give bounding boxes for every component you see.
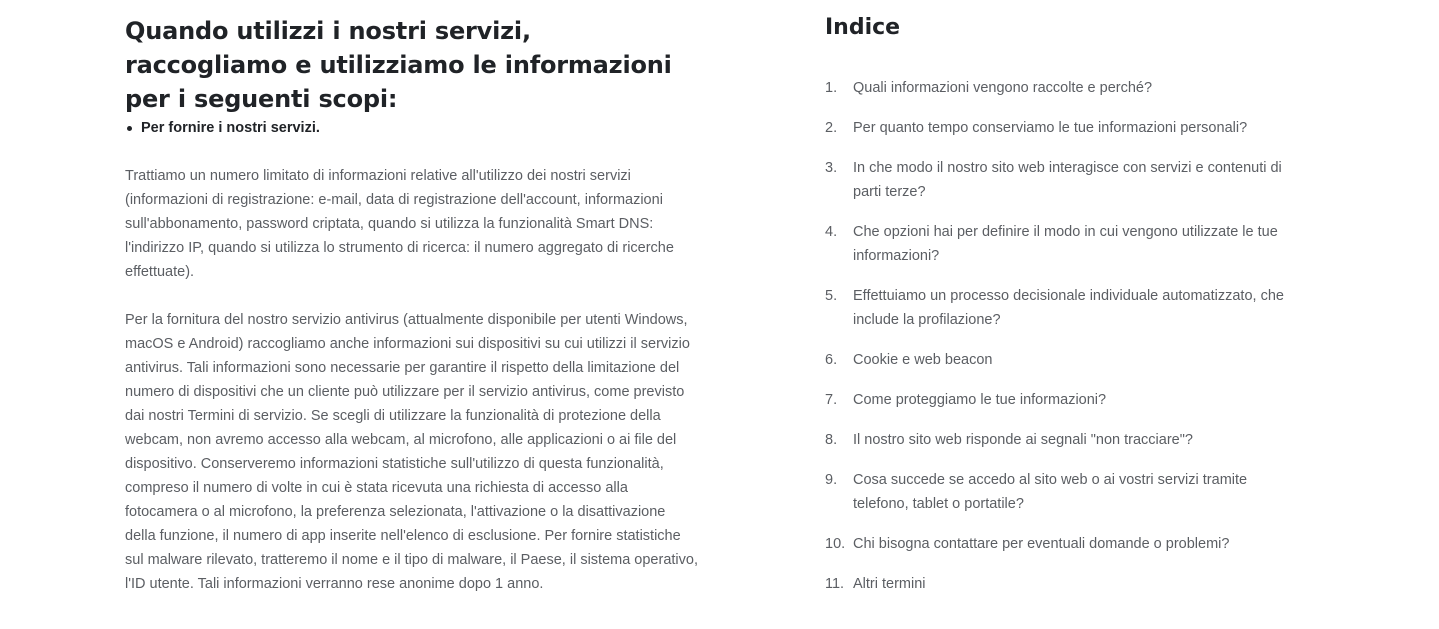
toc-item-number: 1. (825, 80, 838, 96)
purpose-item-provide-services: Per fornire i nostri servizi. (125, 117, 320, 139)
toc-item-number: 7. (825, 392, 838, 408)
toc-link-contact[interactable]: Chi bisogna contattare per eventuali domande o problemi? (853, 536, 1230, 552)
toc-link-do-not-track[interactable]: Il nostro sito web risponde ai segnali "non tracciare"? (853, 432, 1193, 448)
toc-item-number: 11. (825, 576, 845, 592)
toc-item-number: 10. (825, 536, 846, 552)
toc-item-number: 9. (825, 472, 838, 488)
toc-item-number: 2. (825, 120, 838, 136)
table-of-contents (825, 14, 1305, 592)
toc-link-other-terms[interactable]: Altri termini (853, 576, 926, 592)
toc-link-profiling[interactable]: Effettuiamo un processo decisionale individuale automatizzato, che include la profilazione? (853, 288, 1284, 328)
toc-link-third-parties[interactable]: In che modo il nostro sito web interagisce con servizi e contenuti di parti terze? (853, 160, 1282, 200)
toc-item (825, 468, 1305, 516)
section-heading: Quando utilizzi i nostri servizi, raccogliamo e utilizziamo le informazioni per i seguenti scopi: (125, 17, 672, 113)
toc-item (825, 572, 1305, 596)
toc-item (825, 428, 1305, 452)
paragraph-antivirus-info: Per la fornitura del nostro servizio antivirus (attualmente disponibile per utenti Windows, macOS e Android) raccogliamo anche informazioni sui dispositivi su cui utilizzi il servizio antivirus. Tali informazioni sono necessarie per garantire il rispetto della limitazione del numero di dispositivi che un cliente può utilizzare per il servizio antivirus, come previsto dai nostri Termini di servizio. Se scegli di utilizzare la funzionalità di protezione della webcam, non avremo accesso alla webcam, al microfono, alle applicazioni o ai file del dispositivo. Conserveremo informazioni statistiche sull'utilizzo di questa funzionalità, compreso il numero di volte in cui è stata ricevuta una richiesta di accesso alla fotocamera o al microfono, la preferenza selezionata, l'attivazione o la disattivazione della funzione, il numero di app inserite nell'elenco di esclusione. Per fornire statistiche sul malware rilevato, tratteremo il nome e il tipo di malware, il Paese, il sistema operativo, l'ID utente. Tali informazioni verranno rese anonime dopo 1 anno. (125, 312, 698, 592)
toc-link-options[interactable]: Che opzioni hai per definire il modo in cui vengono utilizzate le tue informazioni? (853, 224, 1278, 264)
toc-link-protection[interactable]: Come proteggiamo le tue informazioni? (853, 392, 1107, 408)
toc-item-number: 3. (825, 160, 838, 176)
toc-item-number: 8. (825, 432, 838, 448)
toc-list (825, 76, 1305, 612)
purpose-list (125, 117, 320, 139)
toc-link-cookies[interactable]: Cookie e web beacon (853, 352, 993, 368)
paragraph-registration-info: Trattiamo un numero limitato di informazioni relative all'utilizzo dei nostri servizi (informazioni di registrazione: e-mail, data di registrazione dell'account, informazioni sull'abbonamento, password criptata, quando si utilizza la funzionalità Smart DNS: l'indirizzo IP, quando si utilizza lo strumento di ricerca: il numero aggregato di ricerche effettuate). (125, 168, 674, 280)
toc-link-retention[interactable]: Per quanto tempo conserviamo le tue informazioni personali? (853, 120, 1248, 136)
main-content (125, 14, 700, 592)
toc-item-number: 5. (825, 288, 838, 304)
toc-item (825, 116, 1305, 140)
toc-item (825, 76, 1305, 100)
toc-item (825, 348, 1305, 372)
toc-item (825, 156, 1305, 204)
toc-item-number: 6. (825, 352, 838, 368)
toc-item (825, 532, 1305, 556)
toc-item (825, 388, 1305, 412)
toc-title: Indice (825, 15, 901, 40)
toc-item (825, 220, 1305, 268)
toc-item (825, 284, 1305, 332)
toc-link-info-collected[interactable]: Quali informazioni vengono raccolte e perché? (853, 80, 1153, 96)
toc-item-number: 4. (825, 224, 838, 240)
toc-link-devices[interactable]: Cosa succede se accedo al sito web o ai vostri servizi tramite telefono, tablet o portatile? (853, 472, 1248, 512)
